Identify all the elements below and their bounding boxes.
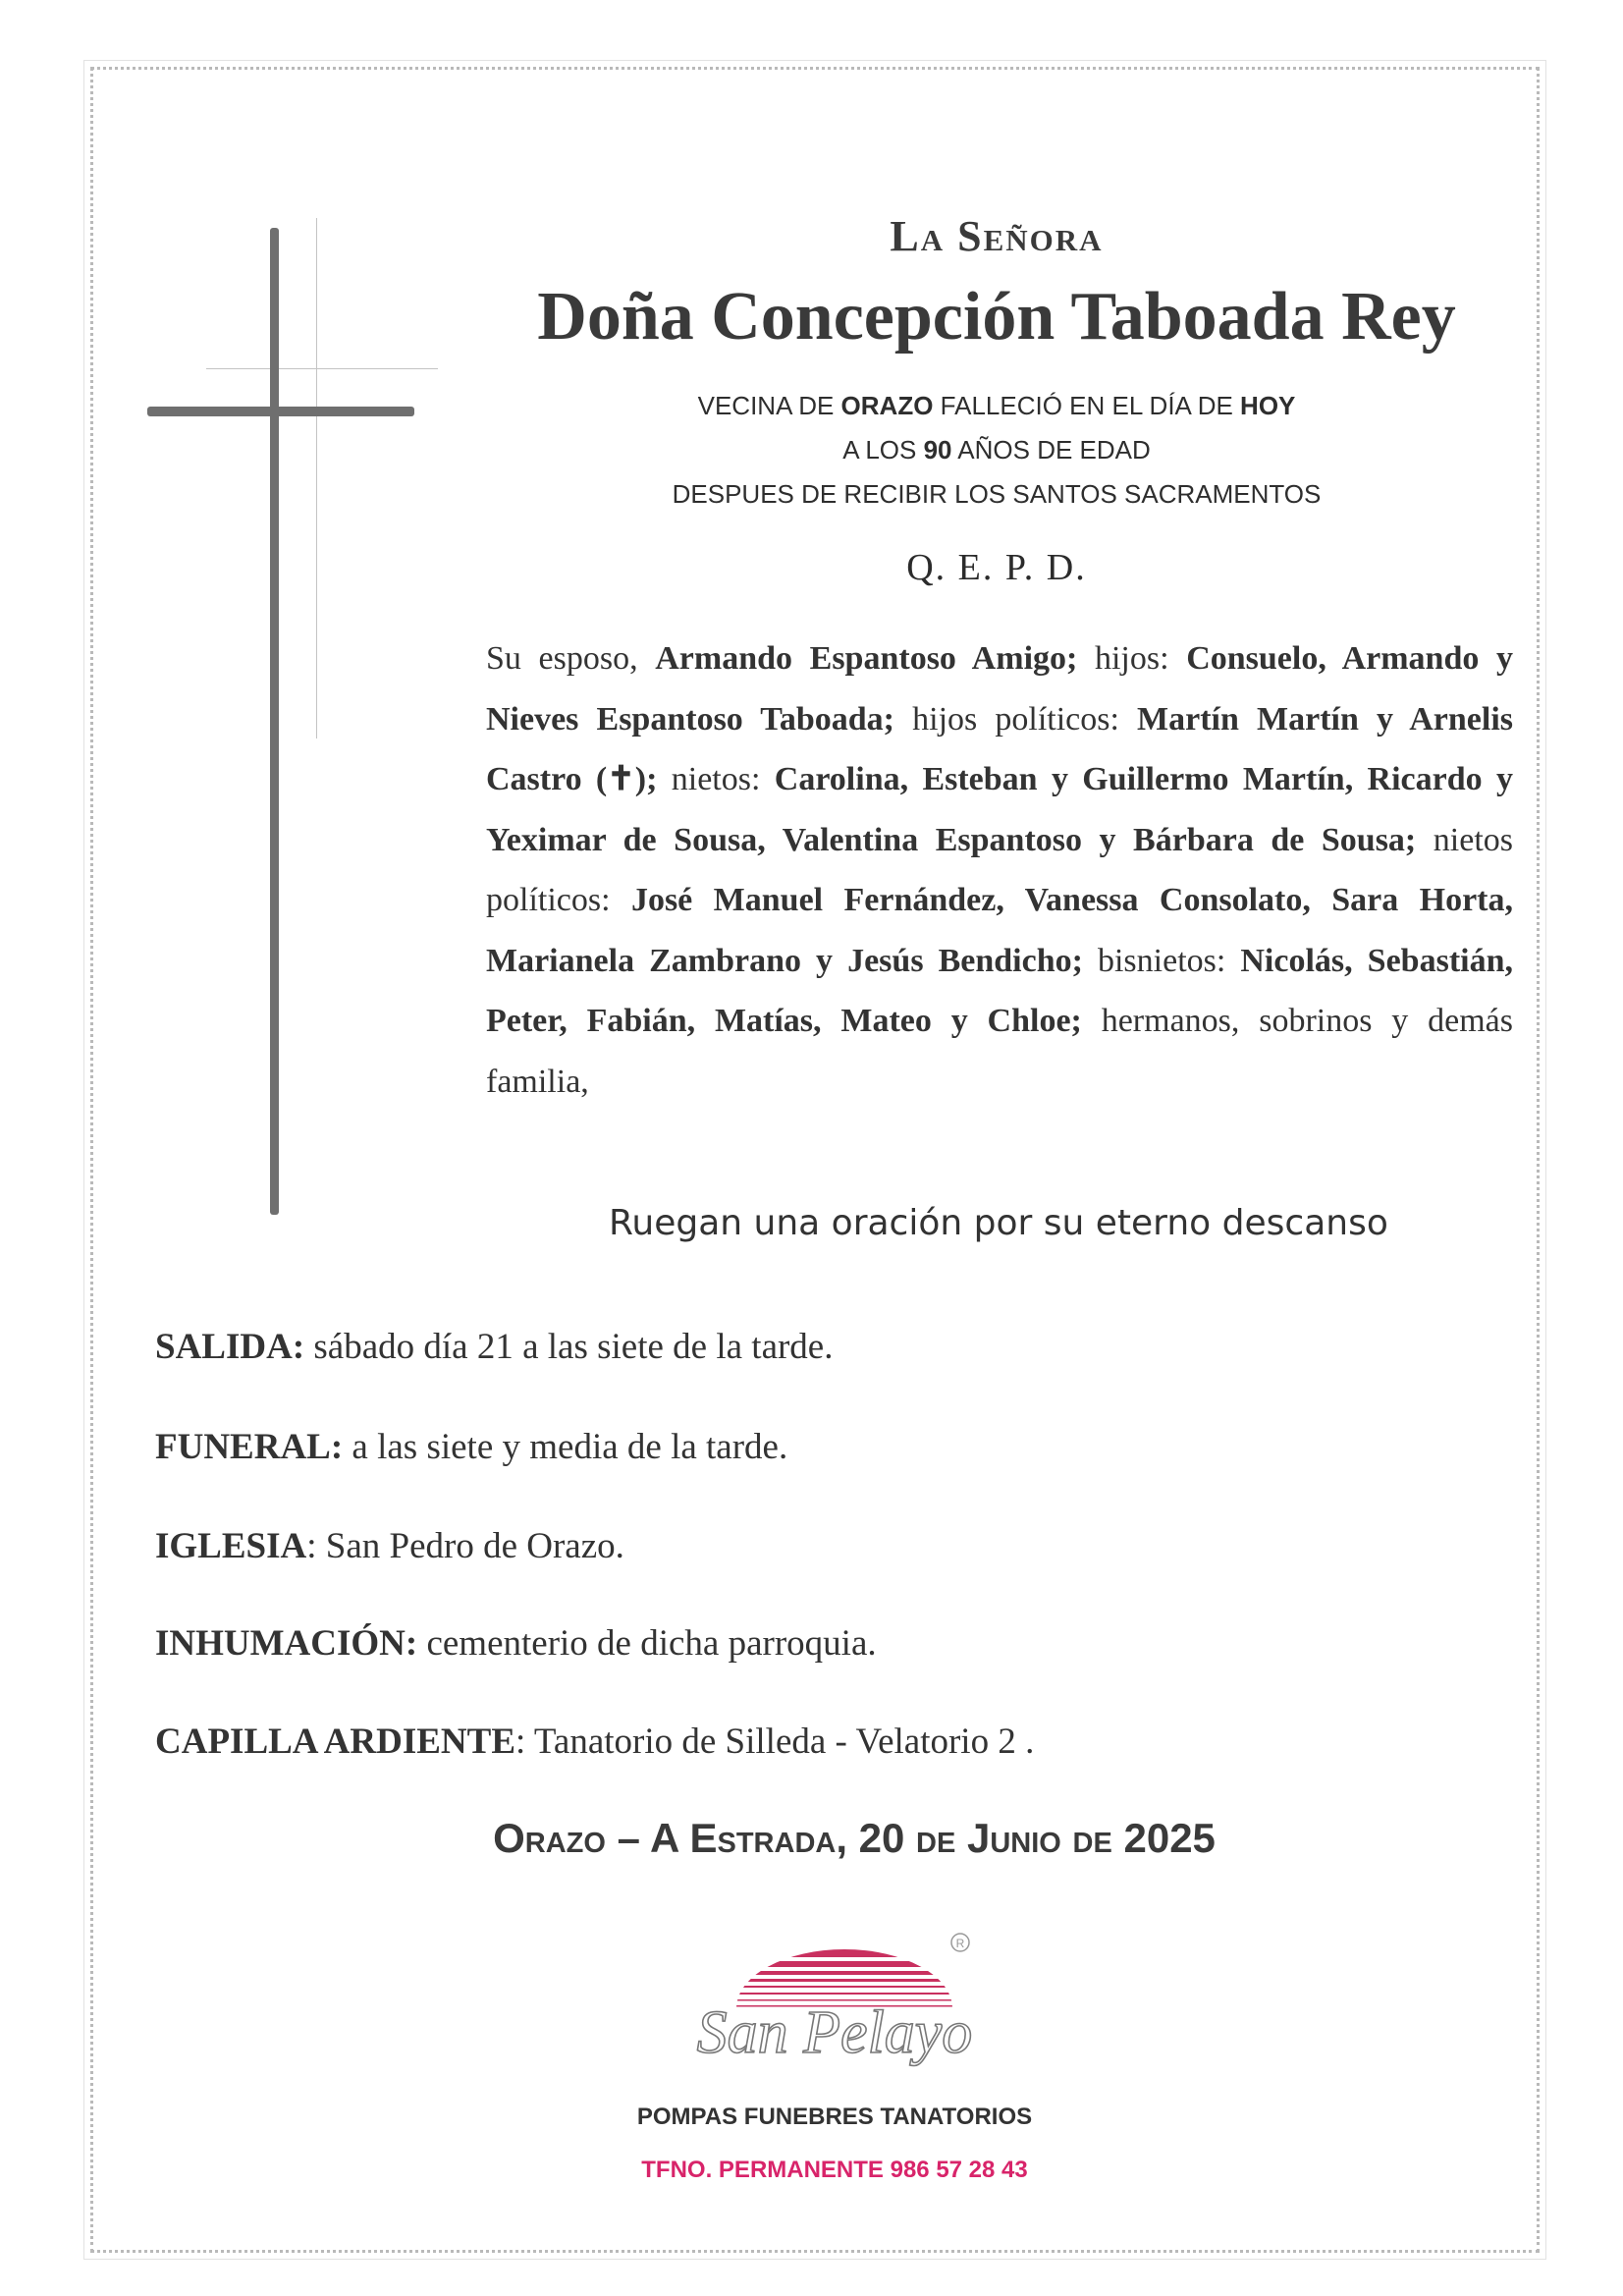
info-line-1: VECINA DE ORAZO FALLECIÓ EN EL DÍA DE HOY — [697, 391, 1296, 420]
san-pelayo-logo — [677, 1915, 992, 2092]
detail-salida: SALIDA: sábado día 21 a las siete de la tarde. — [155, 1327, 834, 1367]
detail-iglesia: IGLESIA: San Pedro de Orazo. — [155, 1526, 624, 1566]
detail-capilla: CAPILLA ARDIENTE: Tanatorio de Silleda - Velatorio 2 . — [155, 1722, 1035, 1762]
qepd: Q. E. P. D. — [906, 547, 1087, 588]
family-paragraph: Su esposo, Armando Espantoso Amigo; hijos: Consuelo, Armando y Nieves Espantoso Taboada; hijos políticos: Martín Martín y Arnelis Castro (✝); nietos: Carolina, Esteban y Guillermo Martín, Ricardo y Yeximar de Sousa, Valentina Espantoso y Bárbara de Sousa; nietos políticos: José Manuel Fernández, Vanessa Consolato, Sara Horta, Marianela Zambrano y Jesús Bendicho; bisnietos: Nicolás, Sebastián, Peter, Fabián, Matías, Mateo y Chloe; hermanos, sobrinos y demás familia, — [486, 640, 1514, 1100]
prayer-text: Ruegan una oración por su eterno descanso — [609, 1203, 1388, 1243]
company-tagline: POMPAS FUNEBRES TANATORIOS — [636, 2104, 1033, 2130]
detail-inhumacion: INHUMACIÓN: cementerio de dicha parroquia. — [155, 1623, 877, 1664]
svg-text:San Pelayo: San Pelayo — [696, 1999, 973, 2066]
phone-number: TFNO. PERMANENTE 986 57 28 43 — [641, 2157, 1028, 2183]
detail-funeral: FUNERAL: a las siete y media de la tarde. — [155, 1427, 788, 1467]
deceased-name: Doña Concepción Taboada Rey — [537, 279, 1456, 355]
svg-text:R: R — [955, 1937, 965, 1950]
info-line-3: DESPUES DE RECIBIR LOS SANTOS SACRAMENTOS — [672, 479, 1322, 509]
title-small: La Señora — [890, 212, 1104, 260]
info-line-2: A LOS 90 AÑOS DE EDAD — [842, 435, 1151, 465]
place-date: Orazo – A Estrada, 20 de Junio de 2025 — [493, 1815, 1216, 1861]
